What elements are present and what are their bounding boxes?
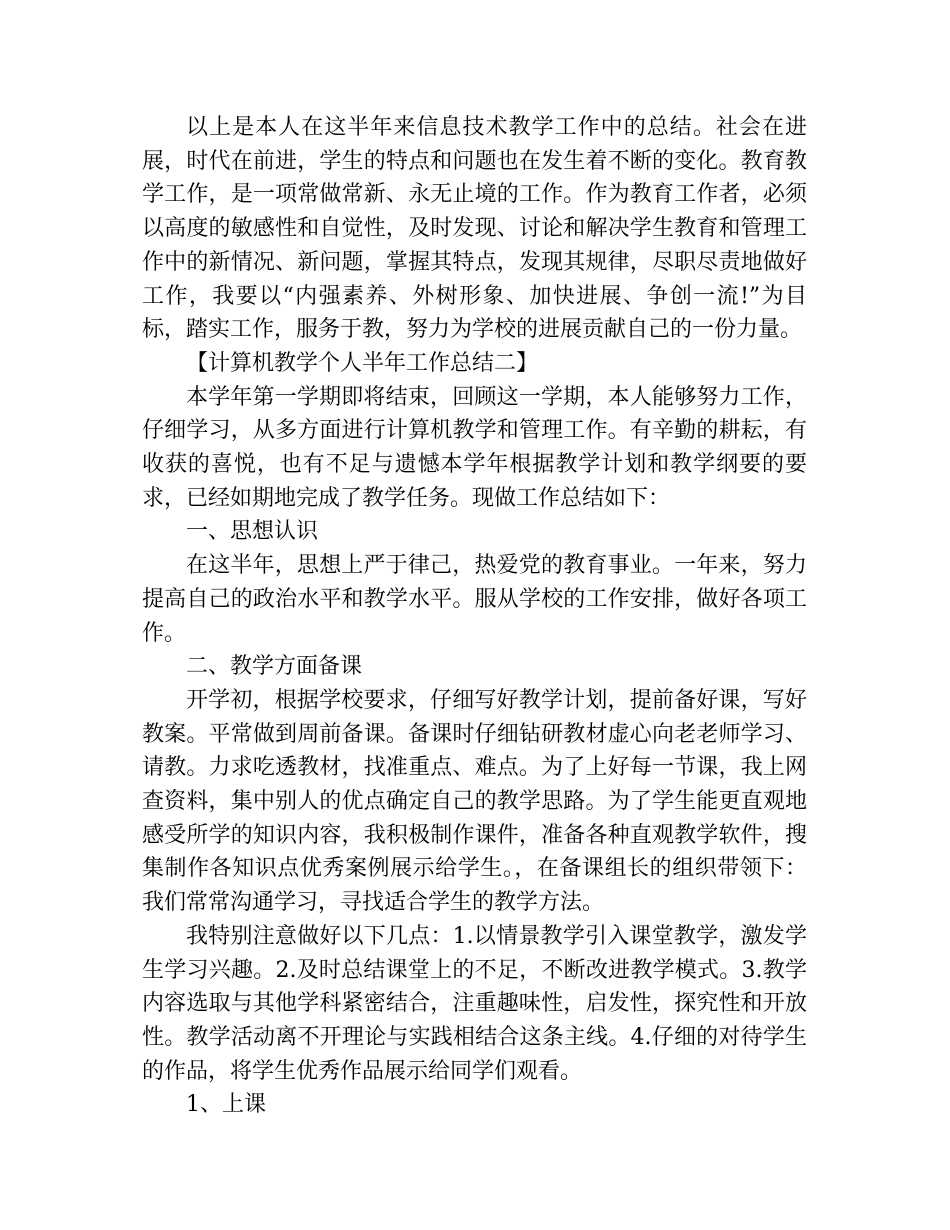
section-title: 【计算机教学个人半年工作总结二】 [186,350,539,376]
paragraph-teaching-prep: 开学初，根据学校要求，仔细写好教学计划，提前备好课，写好教案。平常做到周前备课。备课时仔细钻研教材虚心向老老师学习、请教。力求吃透教材，找准重点、难点。为了上好每一节课，我上网查资料，集中别人的优点确定自己的教学思路。为了学生能更直观地感受所学的知识内容，我积极制作课件，准备各种直观教学软件，搜集制作各知识点优秀案例展示给学生。，在备课组长的组织带领下：我们常常沟通学习，寻找适合学生的教学方法。 [142,687,807,916]
paragraph-thought: 在这半年，思想上严于律己，热爱党的教育事业。一年来，努力提高自己的政治水平和教学水平。服从学校的工作安排，做好各项工作。 [142,553,807,646]
heading-class: 1、上课 [186,1092,266,1118]
paragraph-intro: 本学年第一学期即将结束，回顾这一学期，本人能够努力工作，仔细学习，从多方面进行计算机教学和管理工作。有辛勤的耕耘，有收获的喜悦，也有不足与遗憾本学年根据教学计划和教学纲要的要求，已经如期地完成了教学任务。现做工作总结如下： [142,384,807,511]
paragraph-summary: 以上是本人在这半年来信息技术教学工作中的总结。社会在进展，时代在前进，学生的特点和问题也在发生着不断的变化。教育教学工作，是一项常做常新、永无止境的工作。作为教育工作者，必须以高度的敏感性和自觉性，及时发现、讨论和解决学生教育和管理工作中的新情况、新问题，掌握其特点，发现其规律，尽职尽责地做好工作，我要以“内强素养、外树形象、加快进展、争创一流!”为目标，踏实工作，服务于教，努力为学校的进展贡献自己的一份力量。 [142,115,807,343]
heading-thought: 一、思想认识 [186,519,319,545]
heading-teaching-prep: 二、教学方面备课 [186,654,363,680]
paragraph-key-points: 我特别注意做好以下几点：1.以情景教学引入课堂教学，激发学生学习兴趣。2.及时总结课堂上的不足，不断改进教学模式。3.教学内容选取与其他学科紧密结合，注重趣味性，启发性，探究性和开放性。教学活动离不开理论与实践相结合这条主线。4.仔细的对待学生的作品，将学生优秀作品展示给同学们观看。 [142,923,807,1084]
document-body [142,111,807,1122]
